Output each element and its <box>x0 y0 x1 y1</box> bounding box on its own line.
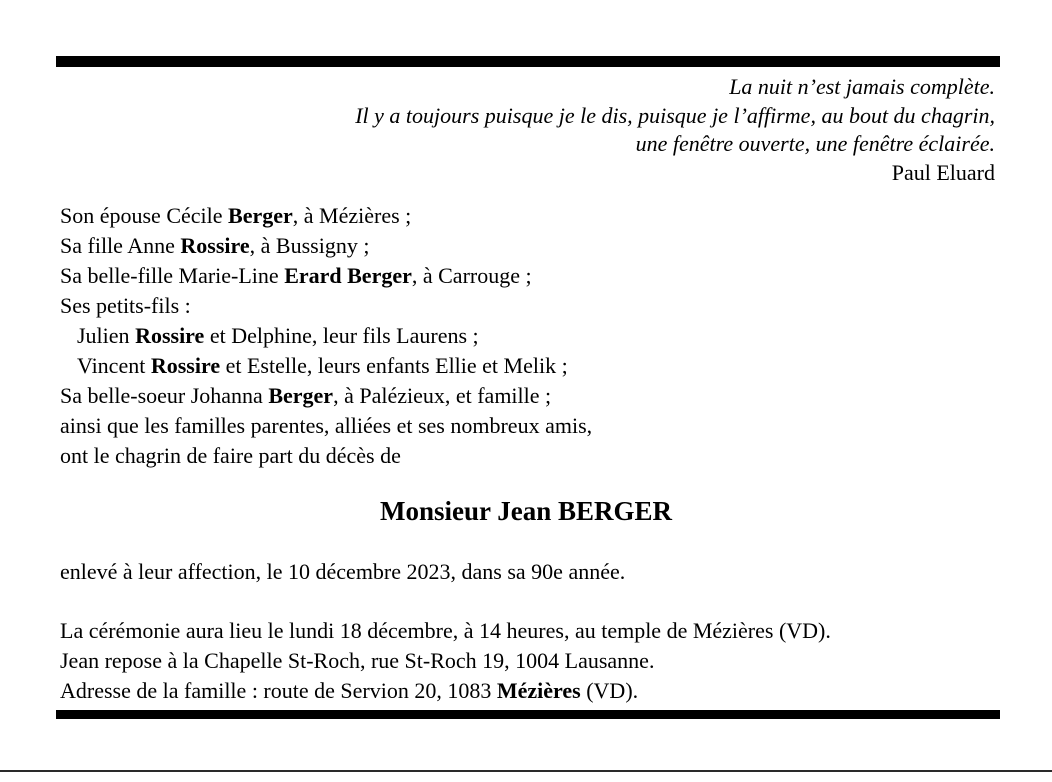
text-run: et Estelle, leurs enfants Ellie et Melik ; <box>220 353 568 378</box>
text-line <box>60 321 1000 351</box>
text-run: , à Palézieux, et famille ; <box>333 383 552 408</box>
text-line <box>60 646 1000 676</box>
surname-bold: Rossire <box>180 233 250 258</box>
text-run: Son épouse Cécile <box>60 203 229 228</box>
page-edge-line <box>0 770 1052 772</box>
ceremony-info <box>60 616 1000 706</box>
surname-bold: Rossire <box>135 323 205 348</box>
text-line <box>60 291 1000 321</box>
quote-line: La nuit n’est jamais complète. <box>729 74 995 99</box>
text-line <box>60 411 1000 441</box>
surname-bold: Erard Berger <box>284 263 412 288</box>
death-detail-line: enlevé à leur affection, le 10 décembre 2023, dans sa 90e année. <box>60 559 626 584</box>
top-rule <box>56 56 1000 67</box>
text-run: Julien <box>77 323 136 348</box>
text-line <box>60 231 1000 261</box>
deceased-name: Monsieur Jean BERGER <box>379 496 673 526</box>
text-line <box>60 676 1000 706</box>
text-line <box>60 201 1000 231</box>
text-run: (VD). <box>580 678 639 703</box>
text-run: Vincent <box>77 353 151 378</box>
text-line <box>60 616 1000 646</box>
text-run: Ses petits-fils : <box>60 293 191 318</box>
family-list <box>60 201 1000 471</box>
text-run: Adresse de la famille : route de Servion 20, 1083 <box>60 678 497 703</box>
surname-bold: Berger <box>268 383 334 408</box>
text-run: , à Mézières ; <box>292 203 412 228</box>
text-run: , à Bussigny ; <box>249 233 370 258</box>
text-line <box>60 441 1000 471</box>
text-run: ont le chagrin de faire part du décès de <box>60 443 401 468</box>
surname-bold: Rossire <box>150 353 221 378</box>
text-run: Sa fille Anne <box>60 233 181 258</box>
text-line <box>60 351 1000 381</box>
text-run: Sa belle-soeur Johanna <box>60 383 269 408</box>
quote-line: Il y a toujours puisque je le dis, puisque je l’affirme, au bout du chagrin, <box>355 102 995 128</box>
text-run: et Delphine, leur fils Laurens ; <box>204 323 479 348</box>
text-line <box>60 381 1000 411</box>
bottom-rule <box>56 710 1000 719</box>
surname-bold: Mézières <box>496 678 581 703</box>
poem-quote <box>56 73 1000 187</box>
text-line <box>60 261 1000 291</box>
text-run: Jean repose à la Chapelle St-Roch, rue St-Roch 19, 1004 Lausanne. <box>60 648 655 673</box>
text-run: , à Carrouge ; <box>411 263 532 288</box>
quote-line: une fenêtre ouverte, une fenêtre éclairée. <box>635 131 995 156</box>
quote-attribution: Paul Eluard <box>891 159 995 185</box>
text-run: Sa belle-fille Marie-Line <box>60 263 285 288</box>
text-run: La cérémonie aura lieu le lundi 18 décembre, à 14 heures, au temple de Mézières (VD). <box>60 618 831 643</box>
surname-bold: Berger <box>228 203 293 228</box>
text-run: ainsi que les familles parentes, alliées et ses nombreux amis, <box>60 413 593 438</box>
